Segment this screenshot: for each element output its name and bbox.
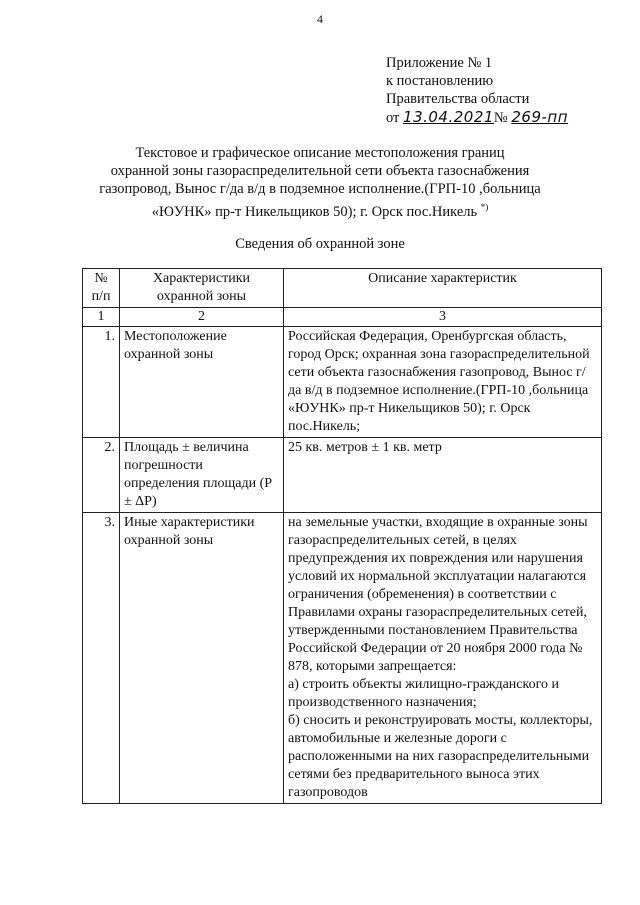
date-prefix: от <box>386 110 400 126</box>
zone-table <box>82 268 602 804</box>
appendix-line-2: к постановлению <box>386 73 494 89</box>
appendix-line-1: Приложение № 1 <box>386 55 493 71</box>
appendix-block <box>386 54 568 127</box>
title-line-2: охранной зоны газораспределительной сети объекта газоснабжения <box>110 163 530 179</box>
row-description <box>284 513 602 804</box>
col-number-1: 1 <box>83 308 120 327</box>
row-description-item-a: а) строить объекты жилищно-гражданского и производственного назначения; <box>288 677 559 710</box>
col-number-2: 2 <box>120 308 284 327</box>
row-number: 3. <box>83 513 120 804</box>
row-description-item-b: б) сносить и реконструировать мосты, коллекторы, автомобильные и железные дороги с расположенными на них газораспределительными сетями без предварительного выноса этих газопроводов <box>288 713 593 800</box>
title-line-3: газопровод, Вынос г/да в/д в подземное исполнение.(ГРП-10 ,больница <box>99 181 541 197</box>
row-number: 1. <box>83 327 120 438</box>
number-sign: № <box>493 110 508 126</box>
title-line-4 <box>40 198 600 221</box>
header-characteristics: Характеристики охранной зоны <box>120 269 284 308</box>
handwritten-number: 269-пп <box>511 108 569 126</box>
table-row <box>83 438 602 513</box>
row-characteristic: Местоположение охранной зоны <box>120 327 284 438</box>
footnote-mark: *) <box>480 202 489 212</box>
appendix-line-3: Правительства области <box>386 91 530 107</box>
document-title <box>40 144 600 221</box>
row-number: 2. <box>83 438 120 513</box>
col-number-3: 3 <box>284 308 602 327</box>
section-subtitle: Сведения об охранной зоне <box>235 236 405 252</box>
row-characteristic: Иные характеристики охранной зоны <box>120 513 284 804</box>
handwritten-date: 13.04.2021 <box>403 108 494 126</box>
table-header-row <box>83 269 602 308</box>
table-row <box>83 327 602 438</box>
appendix-date-line <box>386 108 568 127</box>
table-row <box>83 513 602 804</box>
row-characteristic: Площадь ± величина погрешности определения площади (P ± ΔP) <box>120 438 284 513</box>
page-number: 4 <box>317 12 323 26</box>
header-description: Описание характеристик <box>284 269 602 308</box>
title-line-1: Текстовое и графическое описание местоположения границ <box>135 145 505 161</box>
title-line-4-text: «ЮУНК» пр-т Никельщиков 50); г. Орск пос.Никель <box>151 203 478 220</box>
column-number-row <box>83 308 602 327</box>
row-description-main: на земельные участки, входящие в охранные зоны газораспределительных сетей, в целях предупреждения их повреждения или нарушения условий их нормальной эксплуатации налагаются ограничения (обременения) в соответствии с Правилами охраны газораспределительных сетей, утвержденными постановлением Правительства Российской Федерации от 20 ноября 2000 года № 878, которыми запрещается: <box>288 515 588 674</box>
row-description: Российская Федерация, Оренбургская область, город Орск; охранная зона газораспределительной сети объекта газоснабжения газопровод, Вынос г/да в/д в подземное исполнение.(ГРП-10 ,больница «ЮУНК» пр-т Никельщиков 50); г. Орск пос.Никель; <box>284 327 602 438</box>
row-description: 25 кв. метров ± 1 кв. метр <box>284 438 602 513</box>
header-num: № п/п <box>83 269 120 308</box>
